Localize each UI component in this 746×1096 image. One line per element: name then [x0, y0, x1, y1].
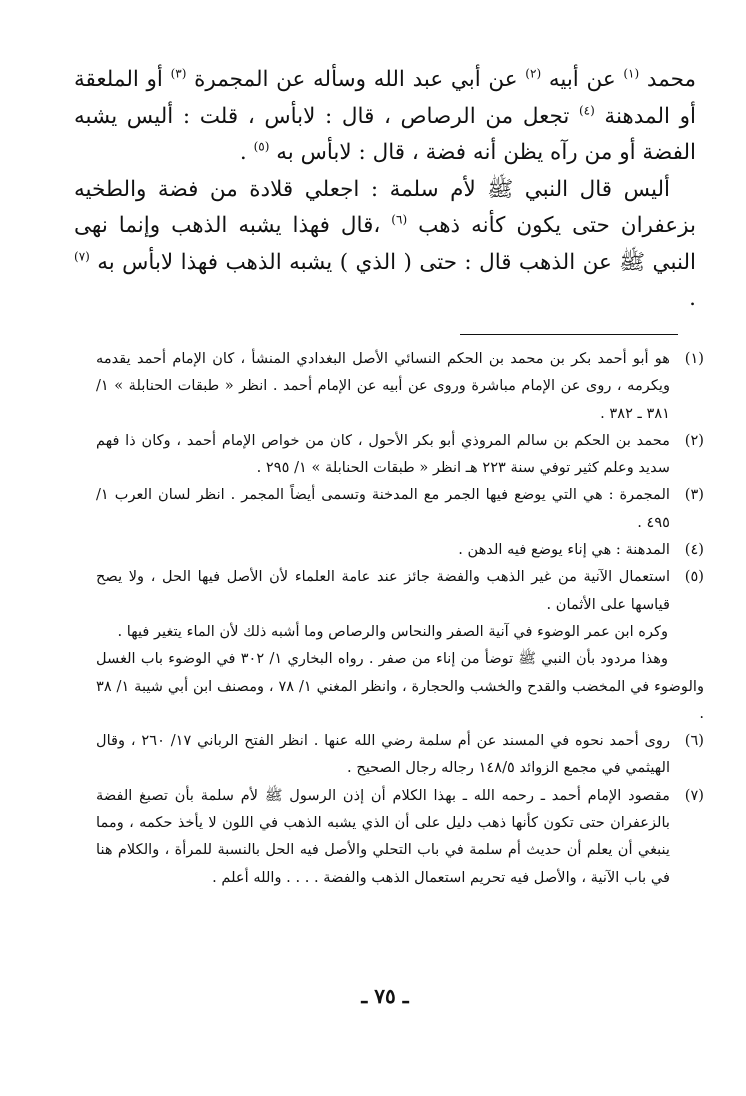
footnote-ref: (٤) [578, 103, 595, 118]
footnote-number: (٧) [684, 786, 704, 804]
main-text [74, 62, 696, 318]
footnote-6 [96, 727, 704, 782]
footnote-5 [96, 563, 704, 618]
footnote-text: استعمال الآنية من غير الذهب والفضة جائز عند عامة العلماء لأن الأصل فيها الحل ، ولا يصح قياسها على الأثمان . [96, 568, 670, 613]
footnote-ref: (٣) [170, 66, 187, 81]
footnote-number: (٣) [684, 486, 704, 504]
footnote-ref: (٢) [525, 66, 542, 81]
footnote-7 [96, 782, 704, 891]
footnote-number: (١) [684, 350, 704, 367]
footnote-number: (٤) [684, 541, 704, 559]
footnote-ref: (٦) [391, 212, 408, 227]
footnote-number: (٦) [684, 732, 704, 750]
footnote-text: مقصود الإمام أحمد ـ رحمه الله ـ بهذا الكلام أن إذن الرسول ﷺ لأم سلمة بأن تصبغ الفضة بالزعفران حتى تكون كأنها ذهب دليل على أن الذي يشبه الذهب في اللون لا يأخذ حكمه ، ومما ينبغي أن يعلم أن حديث أم سلمة في باب التحلي والأصل فيه الحل بالنسبة للمرأة ، والكلام هنا في باب الآنية ، والأصل فيه تحريم استعمال الذهب والفضة . . . . والله أعلم . [96, 786, 670, 886]
footnote-text: محمد بن الحكم بن سالم المروذي أبو بكر الأحول ، كان من خواص الإمام أحمد ، وكان ذا فهم سديد وعلم كثير توفي سنة ٢٢٣ هـ انظر « طبقات الحنابلة » ١/ ٢٩٥ . [96, 431, 670, 477]
footnotes [96, 345, 704, 891]
text-run: تجعل من الرصاص ، قال : لابأس ، قلت : أليس يشبه الفضة أو من رآه يظن أنه فضة ، قال : لابأس به [74, 103, 696, 165]
text-run: عن أبي عبد الله وسأله عن المجمرة [194, 67, 518, 92]
main-paragraph-2 [74, 172, 696, 318]
footnote-ref: (٥) [253, 139, 270, 154]
footnote-divider [460, 334, 678, 335]
footnote-text: روى أحمد نحوه في المسند عن أم سلمة رضي الله عنها . انظر الفتح الرباني ١٧/ ٢٦٠ ، وقال الهيثمي في مجمع الزوائد ١٤٨/٥ رجاله رجال الصحيح . [96, 732, 671, 777]
text-run: . [689, 286, 696, 311]
footnote-3 [96, 481, 704, 536]
text-run: محمد [646, 67, 696, 92]
footnote-ref: (٧) [74, 249, 90, 264]
footnote-text: هو أبو أحمد بكر بن محمد بن الحكم النسائي الأصل البغدادي المنشأ ، كان الإمام أحمد يقدمه ويكرمه ، روى عن الإمام مباشرة وروى عن أبيه عن الإمام أحمد . انظر « طبقات الحنابلة » ١/ ٣٨١ ـ ٣٨٢ . [96, 350, 670, 422]
footnote-number: (٥) [684, 568, 704, 586]
main-paragraph-1 [74, 62, 696, 172]
text-run: عن أبيه [548, 67, 616, 92]
footnote-5-continuation: وهذا مردود بأن النبي ﷺ توضأ من إناء من صفر . رواه البخاري ١/ ٣٠٢ في الوضوء باب الغسل والوضوء في المخضب والقدح والخشب والحجارة ، وانظر المغني ١/ ٧٨ ، ومصنف ابن أبي شيبة ١/ ٣٨ . [96, 650, 704, 722]
text-run: أليس قال النبي ﷺ لأم سلمة : اجعلي قلادة من فضة والطخيه بزعفران حتى يكون كأنه ذهب [74, 176, 696, 238]
text-run: أو الملعقة أو المدهنة [74, 67, 696, 129]
footnote-text: المجمرة : هي التي يوضع فيها الجمر مع المدخنة وتسمى أيضاً المجمر . انظر لسان العرب ١/ ٤٩٥ . [96, 486, 670, 531]
footnote-5-continuation: وكره ابن عمر الوضوء في آنية الصفر والنحاس والرصاص وما أشبه ذلك لأن الماء يتغير فيها . [117, 622, 668, 640]
footnote-ref: (١) [623, 66, 640, 81]
footnote-text: المدهنة : هي إناء يوضع فيه الدهن . [458, 541, 670, 559]
footnote-4 [96, 536, 704, 563]
text-run: ،قال فهذا يشبه الذهب وإنما نهى النبي ﷺ عن الذهب قال : حتى ( الذي ) يشبه الذهب فهذا لابأس به [74, 213, 696, 275]
footnote-2 [96, 427, 704, 482]
text-run: . [239, 140, 247, 165]
page-number: ـ ٧٥ ـ [361, 984, 409, 1008]
footnote-1 [96, 345, 704, 427]
footnote-number: (٢) [684, 431, 704, 449]
